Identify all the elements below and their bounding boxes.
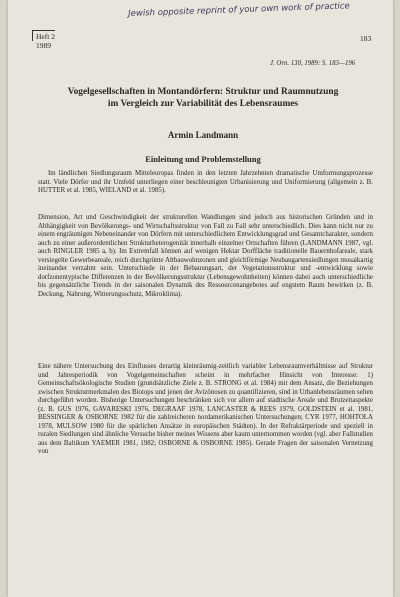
issue-year: 1989: [36, 41, 51, 50]
title-line-1: Vogelgesellschaften in Montandörfern: Struktur und Raumnutzung: [67, 87, 339, 97]
issue-heft: Heft 2: [32, 30, 55, 41]
paragraph-2: Dimension, Art und Geschwindigkeit der strukturellen Wandlungen sind jedoch aus historischen Gründen und in Abhängigkeit von Bevölkerungs- und Wirtschaftsstruktur von Fall zu Fall sehr unterschiedlich. Dies kann nicht nur zu einem engräumigen Nebeneinander von Dörfern mit unterschiedlichem Entwicklungsgrad und Gesamtcharakter, sondern auch zu einer außerordentlichen Strukturheterogenität innerhalb einzelner Ortschaften führen (LANDMANN 1987, vgl. auch RINGLER 1985 a, b). Im Extremfall können auf wenigen Hektar Dorffläche traditionelle Bauernhofareale, stark versiegelte Gewerbeareale, reich durchgrünte Altbauwohnzonen und gleichförmige Neubaugartensiedlungen mosaikartig ineinander verzahnt sein. Unterschiede in der Bebauungsart, der Vegetationsstruktur und -entwicklung sowie dorfzonentypische Differenzen in der Bevölkerungsstruktur (Lebensgewohnheiten) können dabei auch unterschiedliche bis gegensätzliche Trends in der saisonalen Dynamik des Ressourcenangebotes auf engstem Raum bewirken (z. B. Deckung, Nahrung, Witterungsschutz, Mikroklima).: [38, 214, 373, 298]
paragraph-3: Eine nähere Untersuchung des Einflusses derartig kleinräumig-zeitlich variabler Lebensraumverhältnisse auf Struktur und Jahresperiodik von Vogelgemeinschaften scheint in mehrfacher Hinsicht von Interesse: 1) Gemeinschaftsökologische Studien (grundsätzliche Ziele z. B. STRONG et al. 1984) mit dem Ansatz, die Beziehungen zwischen Strukturmerkmalen des Biotops und jenen der Avizönosen zu quantifizieren, sind in Urbanlebensräumen selten durchgeführt worden. Bisherige Untersuchungen beschränken sich vor allem auf stadtische Areale und Brutzeitaspekte (z. B. GUS 1976, GAVARESKI 1976, DEGRAAF 1978, LANCASTER & REES 1979, GOLDSTEIN et al. 1981, BESSINGER & OSBORNE 1982 für die zahlreicheren nordamerikanischen Untersuchungen; CYR 1977, HOHTOLA 1978, MULSOW 1980 für die spärlichen Ansätze in europäischen Städten). In der Refraktärperiode und speziell in ruralen Siedlungen sind ähnliche Versuche bisher meines Wissens aber kaum unternommen worden (vgl. aber Fallstudien aus dem Baltikum YAEMER 1981, 1982; OSBORNE & OSBORNE 1985). Gerade Fragen der saisonalen Vernetzung von: [38, 363, 373, 456]
title-line-2: im Vergleich zur Variabilität des Lebensraumes: [107, 99, 299, 109]
article-title: [38, 86, 368, 110]
page-number: 183: [360, 34, 372, 43]
document-page: [8, 0, 393, 597]
paragraph-1: Im ländlichen Siedlungsraum Mitteleuropas finden in den letzten Jahrzehnten dramatische Umformungsprozesse statt. Viele Dörfer und ihr Umfeld unterliegen einer beschleunigten Urbanisierung und Uniformierung (allgemein z. B. HUTTER et al. 1985, WIELAND et al. 1985).: [38, 170, 373, 195]
journal-reference: J. Orn. 130, 1989: S. 183—196: [270, 60, 356, 67]
issue-marker: [32, 30, 55, 50]
section-heading: Einleitung und Problemstellung: [145, 154, 261, 164]
handwritten-note: Jewish opposite reprint of your own work of practice: [128, 1, 350, 19]
author-name: Armin Landmann: [167, 130, 239, 140]
